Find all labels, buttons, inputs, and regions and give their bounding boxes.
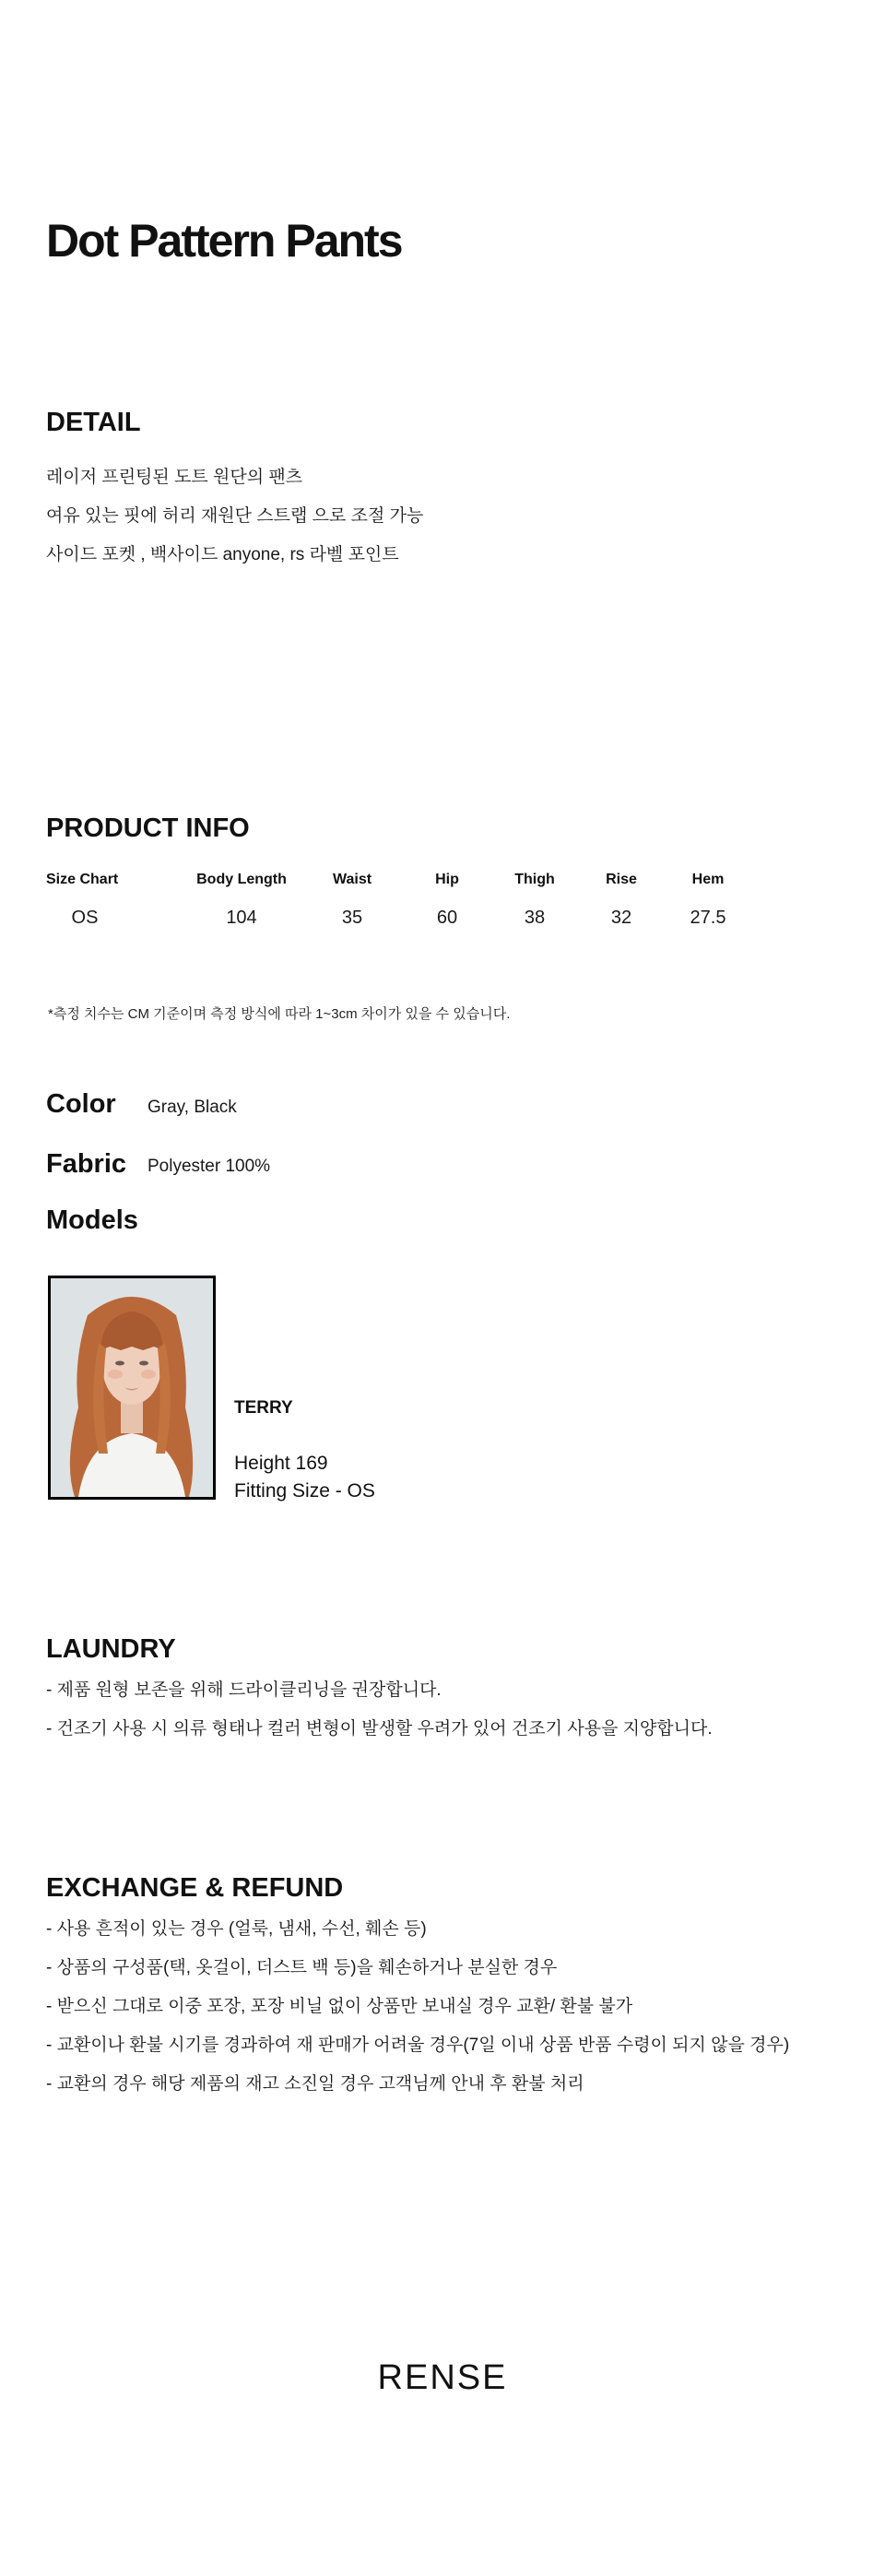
table-cell: OS xyxy=(71,908,99,928)
model-portrait-image xyxy=(51,1278,213,1497)
exchange-heading: EXCHANGE & REFUND xyxy=(46,1873,344,1903)
model-height: Height 169 xyxy=(234,1453,328,1474)
column-header: Size Chart xyxy=(46,872,119,887)
exchange-line: - 상품의 구성품(택, 옷걸이, 더스트 백 등)을 훼손하거나 분실한 경우 xyxy=(46,1958,558,1977)
exchange-line: - 교환의 경우 해당 제품의 재고 소진일 경우 고객님께 안내 후 환불 처리 xyxy=(46,2074,584,2094)
column-header: Thigh xyxy=(514,872,555,887)
model-name: TERRY xyxy=(234,1398,293,1418)
table-cell: 35 xyxy=(341,908,363,928)
column-header: Rise xyxy=(606,872,637,887)
fabric-label: Fabric xyxy=(46,1149,127,1179)
laundry-heading: LAUNDRY xyxy=(46,1634,176,1664)
laundry-line: - 건조기 사용 시 의류 형태나 컬러 변형이 발생할 우려가 있어 건조기 사용을 지양합니다. xyxy=(46,1719,713,1739)
table-cell: 60 xyxy=(436,908,458,928)
product-info-heading: PRODUCT INFO xyxy=(46,813,250,843)
column-header: Hip xyxy=(435,872,459,887)
models-heading: Models xyxy=(46,1205,138,1235)
laundry-line: - 제품 원형 보존을 위해 드라이클리닝을 권장합니다. xyxy=(46,1680,442,1700)
table-cell: 32 xyxy=(610,908,632,928)
model-photo xyxy=(48,1276,216,1500)
exchange-line: - 교환이나 환불 시기를 경과하여 재 판매가 어려울 경우(7일 이내 상품 반품 수령이 되지 않을 경우) xyxy=(46,2036,790,2055)
exchange-line: - 받으신 그대로 이중 포장, 포장 비닐 없이 상품만 보내실 경우 교환/ 환불 불가 xyxy=(46,1997,633,2016)
detail-line: 여유 있는 핏에 허리 재원단 스트랩 으로 조절 가능 xyxy=(46,506,424,526)
exchange-line: - 사용 흔적이 있는 경우 (얼룩, 냄새, 수선, 훼손 등) xyxy=(46,1919,427,1939)
table-cell: 104 xyxy=(226,908,257,928)
page-title: Dot Pattern Pants xyxy=(46,215,402,267)
color-label: Color xyxy=(46,1089,116,1119)
detail-line: 사이드 포켓 , 백사이드 anyone, rs 라벨 포인트 xyxy=(46,545,399,564)
table-cell: 27.5 xyxy=(690,908,726,928)
model-fitting-size: Fitting Size - OS xyxy=(234,1480,375,1502)
detail-heading: DETAIL xyxy=(46,408,141,437)
color-value: Gray, Black xyxy=(148,1098,237,1117)
column-header: Waist xyxy=(332,872,372,887)
detail-line: 레이저 프린팅된 도트 원단의 팬츠 xyxy=(46,468,303,487)
column-header: Hem xyxy=(691,872,725,887)
fabric-value: Polyester 100% xyxy=(148,1157,271,1176)
column-header: Body Length xyxy=(196,872,287,887)
brand-logo: RENSE xyxy=(377,2358,508,2397)
measurement-note: *측정 치수는 CM 기준이며 측정 방식에 따라 1~3cm 차이가 있을 수 있습니다. xyxy=(48,1006,511,1022)
table-cell: 38 xyxy=(524,908,546,928)
